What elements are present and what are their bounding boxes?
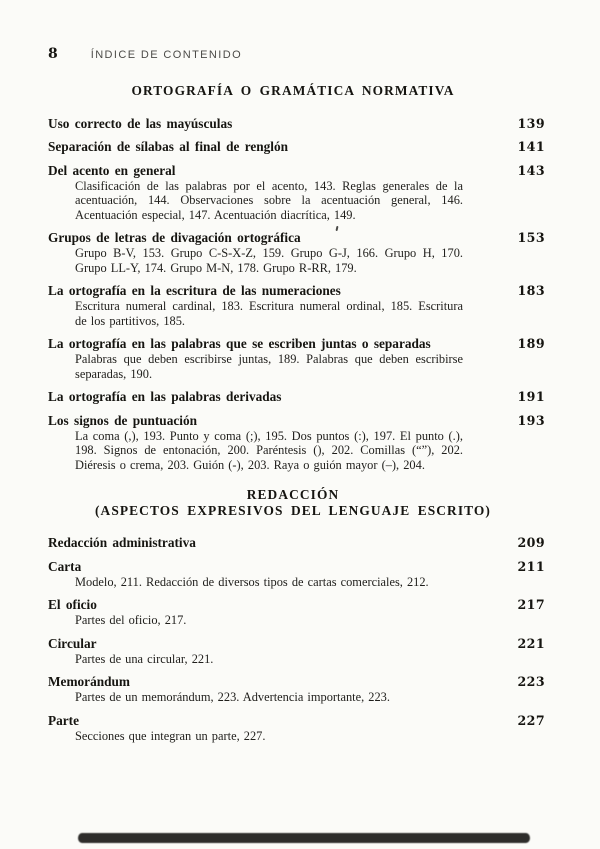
- entry-title: Del acento en general: [48, 162, 176, 178]
- toc-entry-row: [48, 164, 545, 179]
- toc-entry-row: [48, 284, 545, 299]
- entry-title: Grupos de letras de divagación ortográfica: [48, 230, 301, 245]
- entry-description: Partes de una circular, 221.: [75, 651, 214, 666]
- page-number: 8: [48, 46, 58, 62]
- section-entries: [48, 117, 545, 473]
- toc-entry-row: [48, 560, 545, 575]
- toc-entry: [48, 675, 545, 705]
- toc-entry: [48, 337, 545, 381]
- entry-title: La ortografía en las palabras que se escriben juntas o separadas: [48, 336, 431, 351]
- toc-entry: [48, 637, 545, 667]
- entry-description: Partes del oficio, 217.: [75, 613, 187, 627]
- entry-page-number: 221: [517, 635, 545, 651]
- toc-entry: [48, 231, 545, 275]
- section-heading: [48, 487, 538, 518]
- section-heading-line2: (ASPECTOS EXPRESIVOS DEL LENGUAJE ESCRITO): [94, 502, 491, 518]
- scan-artifact-bar: [78, 833, 530, 843]
- toc-entry-row: [48, 117, 545, 132]
- toc-entry: [48, 140, 545, 155]
- entry-page-number: 183: [517, 283, 545, 298]
- entry-page-number: 189: [517, 336, 545, 351]
- toc-entry-row: [48, 675, 545, 690]
- toc-entry-row: [48, 598, 545, 613]
- entry-description: Palabras que deben escribirse juntas, 189. Palabras que deben escribirse separadas, 190.: [75, 352, 463, 381]
- entry-page-number: 217: [517, 597, 545, 612]
- toc-entry-row: [48, 637, 545, 652]
- entry-title: Redacción administrativa: [48, 535, 196, 550]
- toc-entry: [48, 536, 545, 551]
- entry-title: Uso correcto de las mayúsculas: [48, 115, 233, 131]
- entry-page-number: 193: [517, 412, 545, 428]
- toc-entry-row: [48, 231, 545, 246]
- entry-page-number: 141: [517, 139, 545, 154]
- entry-title: Carta: [48, 558, 82, 574]
- toc-entry: [48, 598, 545, 628]
- toc-entry-row: [48, 414, 545, 429]
- toc-entry-row: [48, 337, 545, 352]
- toc-entry-row: [48, 140, 545, 155]
- entry-description: Escritura numeral cardinal, 183. Escritura numeral ordinal, 185. Escritura de los partitivos, 185.: [75, 299, 463, 328]
- entry-title: Circular: [48, 635, 97, 651]
- toc-entry: [48, 560, 545, 590]
- entry-title: Los signos de puntuación: [48, 412, 197, 428]
- entry-page-number: 227: [517, 712, 545, 728]
- entry-page-number: 209: [517, 535, 545, 550]
- toc-entry-row: [48, 390, 545, 405]
- running-head: [48, 46, 545, 62]
- entry-description: Partes de un memorándum, 223. Advertencia importante, 223.: [75, 690, 390, 704]
- section-heading-line1: ORTOGRAFÍA O GRAMÁTICA NORMATIVA: [131, 83, 455, 98]
- toc-entry: [48, 390, 545, 405]
- toc-entry: [48, 117, 545, 132]
- entry-page-number: 211: [517, 558, 545, 574]
- entry-description: Secciones que integran un parte, 227.: [75, 728, 266, 743]
- section-heading: [48, 83, 538, 99]
- toc-section: [48, 83, 545, 472]
- running-header-title: ÍNDICE DE CONTENIDO: [90, 49, 243, 61]
- toc-entry: [48, 414, 545, 473]
- entry-description: La coma (,), 193. Punto y coma (;), 195. Dos puntos (:), 197. El punto (.), 198. Signos de entonación, 200. Paréntesis (), 202. Comillas (“”), 202. Diéresis o crema, 203. Guión (-), 203. Raya o guión mayor (–), 204.: [75, 428, 463, 472]
- toc-entry-row: [48, 536, 545, 551]
- entry-page-number: 191: [517, 389, 545, 404]
- entry-title: Separación de sílabas al final de renglón: [48, 139, 289, 154]
- entry-title: La ortografía en la escritura de las numeraciones: [48, 283, 341, 298]
- section-heading-line1: REDACCIÓN: [246, 487, 340, 502]
- entry-description: Grupo B-V, 153. Grupo C-S-X-Z, 159. Grupo G-J, 166. Grupo H, 170. Grupo LL-Y, 174. Grupo M-N, 178. Grupo R-RR, 179.: [75, 246, 463, 275]
- toc-entry: [48, 714, 545, 744]
- entry-title: El oficio: [48, 597, 97, 612]
- entry-page-number: 139: [517, 115, 545, 131]
- entry-description: Clasificación de las palabras por el acento, 143. Reglas generales de la acentuación, 144. Observaciones sobre la acentuación general, 146. Acentuación especial, 147. Acentuación diacrítica, 149.: [75, 178, 463, 222]
- toc-entry-row: [48, 714, 545, 729]
- entry-description: Modelo, 211. Redacción de diversos tipos de cartas comerciales, 212.: [75, 574, 429, 589]
- entry-title: Memorándum: [48, 674, 130, 689]
- toc-entry: [48, 164, 545, 223]
- entry-page-number: 223: [517, 674, 545, 689]
- section-entries: [48, 536, 545, 743]
- toc-entry: [48, 284, 545, 328]
- toc-section: [48, 487, 545, 743]
- entry-title: Parte: [48, 712, 80, 728]
- entry-page-number: 153: [517, 230, 545, 245]
- entry-title: La ortografía en las palabras derivadas: [48, 389, 282, 404]
- toc-sections: [48, 83, 545, 743]
- entry-page-number: 143: [517, 162, 545, 178]
